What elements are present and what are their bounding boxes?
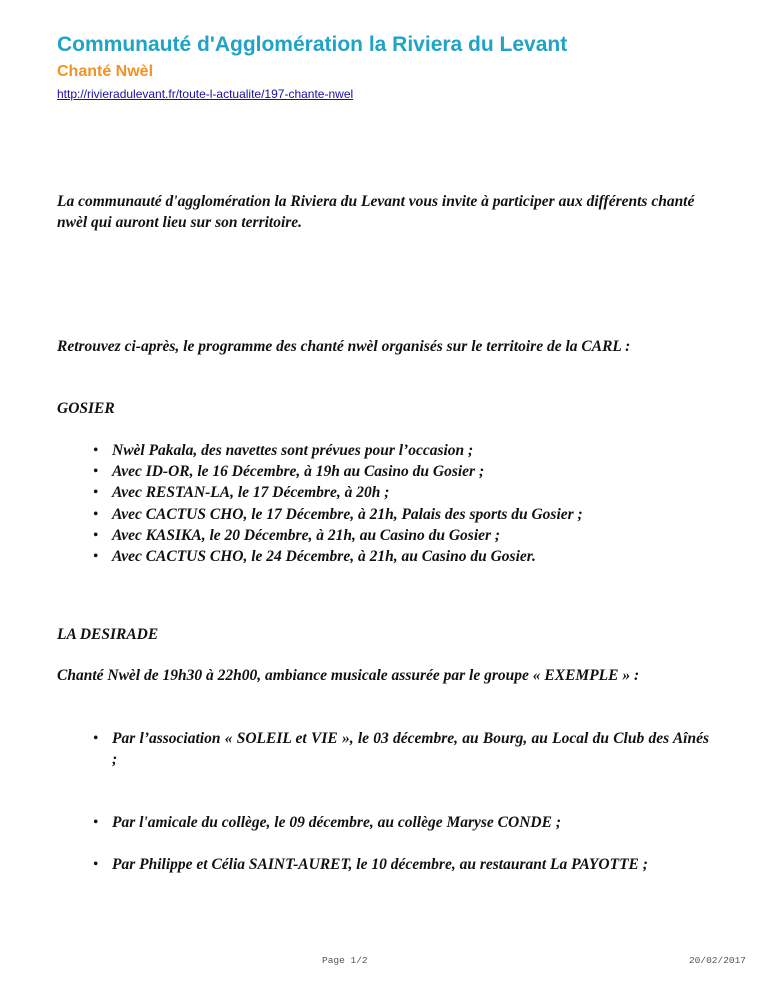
list-item: • Par l'amicale du collège, le 09 décembre, au collège Maryse CONDE ; [93, 814, 561, 831]
desirade-heading: LA DESIRADE [57, 626, 159, 643]
gosier-list [57, 440, 709, 567]
print-date: 20/02/2017 [688, 955, 746, 966]
desirade-list [57, 728, 709, 770]
bullet-icon: • [93, 526, 99, 544]
bullet-icon: • [93, 463, 99, 481]
bullet-icon: • [93, 730, 99, 747]
list-item: • Avec CACTUS CHO, le 24 Décembre, à 21h, au Casino du Gosier. [57, 546, 709, 567]
bullet-icon: • [93, 484, 99, 502]
list-item: • Avec KASIKA, le 20 Décembre, à 21h, au Casino du Gosier ; [57, 525, 709, 546]
list-item: • Avec ID-OR, le 16 Décembre, à 19h au Casino du Gosier ; [57, 461, 709, 482]
bullet-icon: • [93, 814, 99, 831]
desirade-list [57, 854, 709, 875]
article-url-link[interactable]: http://rivieradulevant.fr/toute-l-actualite/197-chante-nwel [57, 87, 354, 101]
desirade-intro: Chanté Nwèl de 19h30 à 22h00, ambiance musicale assurée par le groupe « EXEMPLE » : [57, 667, 640, 684]
article-title: Chanté Nwèl [57, 63, 154, 80]
page-number: Page 1/2 [322, 955, 368, 966]
gosier-heading: GOSIER [57, 400, 115, 417]
list-item: • Avec RESTAN-LA, le 17 Décembre, à 20h ; [57, 482, 709, 503]
desirade-list [57, 812, 709, 833]
list-item: • Nwèl Pakala, des navettes sont prévues pour l’occasion ; [57, 440, 709, 461]
list-item: • Avec CACTUS CHO, le 17 Décembre, à 21h, Palais des sports du Gosier ; [57, 504, 709, 525]
site-title: Communauté d'Agglomération la Riviera du Levant [57, 33, 568, 56]
bullet-icon: • [93, 548, 99, 566]
list-item: • Par Philippe et Célia SAINT-AURET, le 10 décembre, au restaurant La PAYOTTE ; [93, 856, 648, 873]
bullet-icon: • [93, 442, 99, 459]
bullet-icon: • [93, 505, 99, 523]
list-item: • Par l’association « SOLEIL et VIE », le 03 décembre, au Bourg, au Local du Club des Aînés ; [93, 730, 709, 768]
bullet-icon: • [93, 856, 99, 873]
programme-paragraph: Retrouvez ci-après, le programme des chanté nwèl organisés sur le territoire de la CARL : [57, 338, 631, 355]
intro-paragraph: La communauté d'agglomération la Riviera du Levant vous invite à participer aux différents chanté nwèl qui auront lieu sur son territoire. [57, 193, 695, 231]
